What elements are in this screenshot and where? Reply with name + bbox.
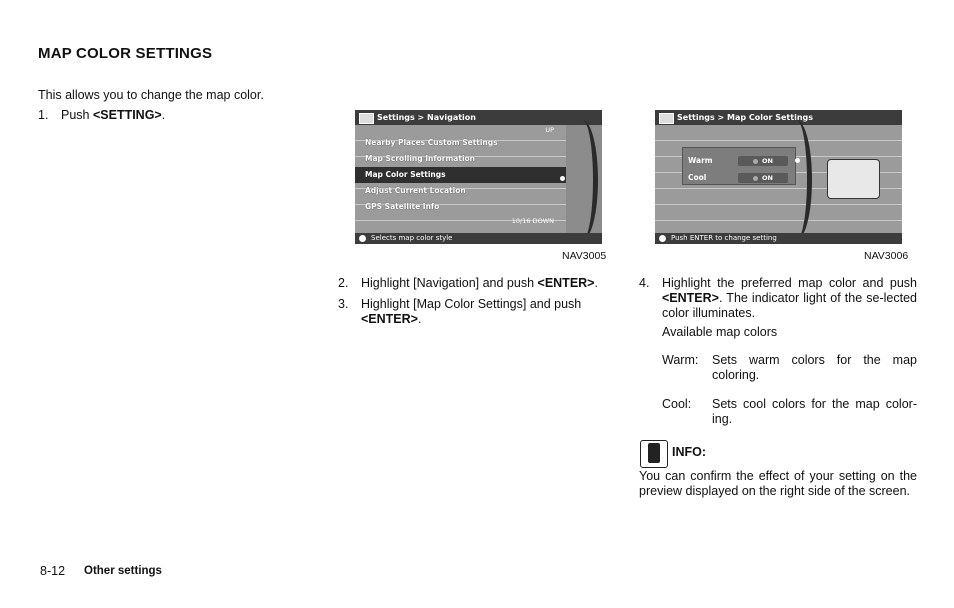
page-number: 8-12 <box>40 564 66 578</box>
step-text: Push <SETTING>. <box>61 108 166 122</box>
screen-header: Settings > Map Color Settings <box>655 110 902 125</box>
key-enter: <ENTER> <box>537 276 595 290</box>
screen-header: Settings > Navigation <box>355 110 602 125</box>
indicator-light <box>753 176 758 181</box>
indicator-dot <box>795 158 800 163</box>
definition-term: Cool: <box>662 397 692 411</box>
section-name: Other settings <box>84 565 162 577</box>
step-text: Highlight the preferred map color and push <ENTER>. The indicator light of the se-lected color illuminates. <box>662 276 917 320</box>
indicator-light <box>753 159 758 164</box>
step-number: 4. <box>639 276 650 290</box>
toggle-warm: ON <box>738 156 788 166</box>
scroll-dial <box>781 120 812 240</box>
toggle-cool: ON <box>738 173 788 183</box>
menu-item: Map Scrolling Information <box>365 154 476 163</box>
step-text: Highlight [Navigation] and push <ENTER>. <box>361 276 598 290</box>
step-4 <box>639 276 917 326</box>
option-label: Warm <box>688 156 713 165</box>
definition-desc: Sets warm colors for the map coloring. <box>712 353 917 382</box>
info-icon <box>659 235 666 242</box>
settings-icon <box>359 113 374 124</box>
map-preview <box>827 159 880 199</box>
option-label: Cool <box>688 173 707 182</box>
step-number: 2. <box>338 276 349 290</box>
figure-caption: NAV3005 <box>562 250 607 262</box>
menu-item: Nearby Places Custom Settings <box>365 138 498 147</box>
step-number: 1. <box>38 108 49 122</box>
definition-desc: Sets cool colors for the map color-ing. <box>712 397 917 426</box>
available-colors-label: Available map colors <box>662 325 778 339</box>
section-title: MAP COLOR SETTINGS <box>38 45 213 62</box>
key-enter: <ENTER> <box>662 291 719 305</box>
step-number: 3. <box>338 297 349 311</box>
menu-list <box>355 125 566 233</box>
figure-caption: NAV3006 <box>864 250 909 262</box>
definition-term: Warm: <box>662 353 699 367</box>
indicator-dot <box>560 176 565 181</box>
scroll-down-label: 10/16 DOWN <box>511 217 554 225</box>
screen-map-color-settings <box>655 110 902 244</box>
info-label: INFO: <box>672 445 707 459</box>
scroll-up-label: UP <box>545 126 554 134</box>
key-setting: <SETTING> <box>92 108 162 122</box>
info-icon <box>640 440 668 468</box>
screen-footer: Push ENTER to change setting <box>655 233 902 244</box>
settings-icon <box>659 113 674 124</box>
menu-item-selected: Map Color Settings <box>355 167 566 183</box>
scroll-dial <box>567 120 598 240</box>
intro-text: This allows you to change the map color. <box>38 88 264 102</box>
screen-navigation-settings <box>355 110 602 244</box>
screen-footer: Selects map color style <box>355 233 602 244</box>
menu-item: GPS Satellite Info <box>365 202 440 211</box>
key-enter: <ENTER> <box>361 312 418 326</box>
info-icon <box>359 235 366 242</box>
menu-item: Adjust Current Location <box>365 186 466 195</box>
step-text: Highlight [Map Color Settings] and push <ENTER>. <box>361 297 582 326</box>
info-text: You can confirm the effect of your setting on the preview displayed on the right side of the screen. <box>639 469 917 498</box>
